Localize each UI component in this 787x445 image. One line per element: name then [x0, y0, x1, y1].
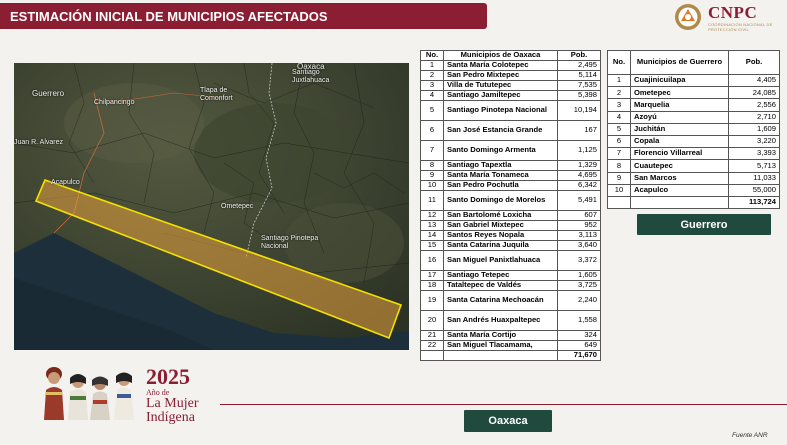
municipality-name: Santiago Tapextla [444, 161, 558, 171]
map-label-chilpancingo: Chilpancingo [94, 99, 135, 106]
table-row [421, 341, 601, 351]
row-number: 3 [421, 81, 444, 91]
table-row [608, 135, 780, 147]
municipality-name: San Pedro Pochutla [444, 181, 558, 191]
col-name-header: Municipios de Guerrero [631, 51, 729, 75]
municipality-name: Acapulco [631, 184, 729, 196]
population: 11,033 [729, 172, 780, 184]
map-label-guerrero: Guerrero [32, 89, 65, 98]
row-number: 21 [421, 331, 444, 341]
logo-name: CNPC [708, 3, 758, 22]
municipality-name: San Bartolomé Loxicha [444, 211, 558, 221]
map-label-alvarez: Juan R. Alvarez [14, 139, 64, 146]
municipality-name: San Miguel Panixtlahuaca [444, 251, 558, 271]
population: 1,329 [558, 161, 601, 171]
population: 649 [558, 341, 601, 351]
row-number: 4 [421, 91, 444, 101]
indigenous-women-illustration [40, 360, 140, 422]
row-number: 15 [421, 241, 444, 251]
population: 5,713 [729, 160, 780, 172]
population: 55,000 [729, 184, 780, 196]
table-row [421, 241, 601, 251]
municipality-name: San Gabriel Mixtepec [444, 221, 558, 231]
row-number: 11 [421, 191, 444, 211]
municipality-name: Santa María Colotepec [444, 61, 558, 71]
map-label-pinotepa: Santiago Pinotepa Nacional [261, 235, 319, 250]
row-number: 2 [608, 87, 631, 99]
population: 3,640 [558, 241, 601, 251]
table-row [421, 221, 601, 231]
row-number: 1 [608, 75, 631, 87]
row-number: 14 [421, 231, 444, 241]
municipality-name: Ometepec [631, 87, 729, 99]
row-number: 5 [421, 101, 444, 121]
municipality-name: Santa María Cortijo [444, 331, 558, 341]
total-population: 113,724 [729, 196, 780, 208]
municipality-name: San Miguel Tlacamama, [444, 341, 558, 351]
row-number: 17 [421, 271, 444, 281]
row-number: 4 [608, 111, 631, 123]
municipality-name: Florencio Villarreal [631, 148, 729, 160]
source-note: Fuente ANR [732, 432, 768, 439]
municipality-name: San Pedro Mixtepec [444, 71, 558, 81]
total-empty-cell [608, 196, 631, 208]
municipality-name: Santos Reyes Nopala [444, 231, 558, 241]
total-population: 71,670 [558, 351, 601, 361]
population: 5,398 [558, 91, 601, 101]
population: 1,609 [729, 123, 780, 135]
row-number: 6 [608, 135, 631, 147]
table-row [421, 271, 601, 281]
total-empty-cell [421, 351, 444, 361]
municipality-name: Santa Catarina Juquila [444, 241, 558, 251]
population: 6,342 [558, 181, 601, 191]
table-row [421, 141, 601, 161]
population: 2,710 [729, 111, 780, 123]
population: 2,556 [729, 99, 780, 111]
cnpc-logo [672, 2, 782, 36]
row-number: 22 [421, 341, 444, 351]
oaxaca-button[interactable]: Oaxaca [464, 410, 552, 432]
table-row [608, 160, 780, 172]
row-number: 8 [608, 160, 631, 172]
municipality-name: Santa Catarina Mechoacán [444, 291, 558, 311]
row-number: 19 [421, 291, 444, 311]
municipality-name: San José Estancia Grande [444, 121, 558, 141]
table-row [421, 231, 601, 241]
table-row [421, 101, 601, 121]
year-line-indigena: Indígena [146, 410, 195, 425]
table-row [608, 123, 780, 135]
table-row [421, 181, 601, 191]
row-number: 9 [421, 171, 444, 181]
col-no-header: No. [608, 51, 631, 75]
table-row [421, 161, 601, 171]
row-number: 3 [608, 99, 631, 111]
row-number: 7 [608, 148, 631, 160]
year-of-indigenous-women-logo [146, 366, 198, 425]
total-empty-cell [631, 196, 729, 208]
table-row [421, 281, 601, 291]
municipality-name: Cuajinicuilapa [631, 75, 729, 87]
map-label-ometepec: Ometepec [221, 203, 254, 210]
total-empty-cell [444, 351, 558, 361]
population: 1,558 [558, 311, 601, 331]
year-line-mujer: La Mujer [146, 396, 199, 411]
year-text: 2025 [146, 364, 190, 389]
population: 5,491 [558, 191, 601, 211]
table-row [608, 184, 780, 196]
cnpc-seal-icon [674, 3, 702, 31]
population: 2,495 [558, 61, 601, 71]
population: 607 [558, 211, 601, 221]
table-row [421, 251, 601, 271]
table-row [421, 91, 601, 101]
row-number: 16 [421, 251, 444, 271]
table-row [421, 171, 601, 181]
row-number: 7 [421, 141, 444, 161]
row-number: 9 [608, 172, 631, 184]
municipality-name: San Andrés Huaxpaltepec [444, 311, 558, 331]
table-row [421, 311, 601, 331]
oaxaca-municipalities-table [420, 50, 601, 361]
municipality-name: Copala [631, 135, 729, 147]
municipality-name: Santiago Pinotepa Nacional [444, 101, 558, 121]
satellite-map-image [14, 63, 409, 350]
row-number: 20 [421, 311, 444, 331]
population: 167 [558, 121, 601, 141]
population: 952 [558, 221, 601, 231]
population: 1,125 [558, 141, 601, 161]
table-row [421, 71, 601, 81]
row-number: 8 [421, 161, 444, 171]
logo-subtitle: COORDINACIÓN NACIONAL DE PROTECCIÓN CIVIL [708, 22, 773, 32]
population: 3,113 [558, 231, 601, 241]
map-label-tlapa: Tlapa de Comonfort [200, 87, 233, 102]
population: 7,535 [558, 81, 601, 91]
map-label-acapulco: Acapulco [51, 179, 80, 186]
municipality-name: Tataltepec de Valdés [444, 281, 558, 291]
row-number: 12 [421, 211, 444, 221]
affected-area-map[interactable] [14, 63, 409, 350]
table-row [421, 331, 601, 341]
page-title: ESTIMACIÓN INICIAL DE MUNICIPIOS AFECTADOS [0, 3, 487, 29]
table-row [421, 211, 601, 221]
municipality-name: Santo Domingo de Morelos [444, 191, 558, 211]
row-number: 10 [421, 181, 444, 191]
row-number: 6 [421, 121, 444, 141]
footer-divider [220, 404, 787, 405]
table-row [608, 172, 780, 184]
col-pop-header: Pob. [558, 51, 601, 61]
municipality-name: Marquelia [631, 99, 729, 111]
table-header-row [421, 51, 601, 61]
table-header-row [608, 51, 780, 75]
population: 324 [558, 331, 601, 341]
map-label-juxtlahuaca: Santiago Juxtlahuaca [292, 69, 330, 84]
table-row [608, 87, 780, 99]
table-row [608, 99, 780, 111]
population: 1,605 [558, 271, 601, 281]
population: 3,220 [729, 135, 780, 147]
guerrero-button[interactable]: Guerrero [637, 214, 771, 235]
population: 3,393 [729, 148, 780, 160]
col-name-header: Municipios de Oaxaca [444, 51, 558, 61]
row-number: 18 [421, 281, 444, 291]
table-row [421, 291, 601, 311]
municipality-name: Santiago Jamiltepec [444, 91, 558, 101]
municipality-name: Santo Domingo Armenta [444, 141, 558, 161]
table-row [608, 111, 780, 123]
municipality-name: San Marcos [631, 172, 729, 184]
municipality-name: Azoyú [631, 111, 729, 123]
total-row [608, 196, 780, 208]
municipality-name: Juchitán [631, 123, 729, 135]
population: 3,725 [558, 281, 601, 291]
row-number: 5 [608, 123, 631, 135]
municipality-name: Santa María Tonameca [444, 171, 558, 181]
population: 2,240 [558, 291, 601, 311]
population: 4,695 [558, 171, 601, 181]
guerrero-municipalities-table [607, 50, 780, 209]
row-number: 10 [608, 184, 631, 196]
table-row [421, 121, 601, 141]
municipality-name: Santiago Tetepec [444, 271, 558, 281]
table-row [421, 61, 601, 71]
municipality-name: Villa de Tututepec [444, 81, 558, 91]
total-row [421, 351, 601, 361]
population: 10,194 [558, 101, 601, 121]
table-row [608, 148, 780, 160]
population: 3,372 [558, 251, 601, 271]
population: 24,085 [729, 87, 780, 99]
map-label-oaxaca: Oaxaca [297, 63, 325, 71]
col-pop-header: Pob. [729, 51, 780, 75]
table-row [421, 81, 601, 91]
table-row [421, 191, 601, 211]
municipality-name: Cuautepec [631, 160, 729, 172]
population: 5,114 [558, 71, 601, 81]
population: 4,405 [729, 75, 780, 87]
row-number: 13 [421, 221, 444, 231]
col-no-header: No. [421, 51, 444, 61]
row-number: 2 [421, 71, 444, 81]
year-subtitle: Año de [146, 388, 170, 397]
table-row [608, 75, 780, 87]
row-number: 1 [421, 61, 444, 71]
